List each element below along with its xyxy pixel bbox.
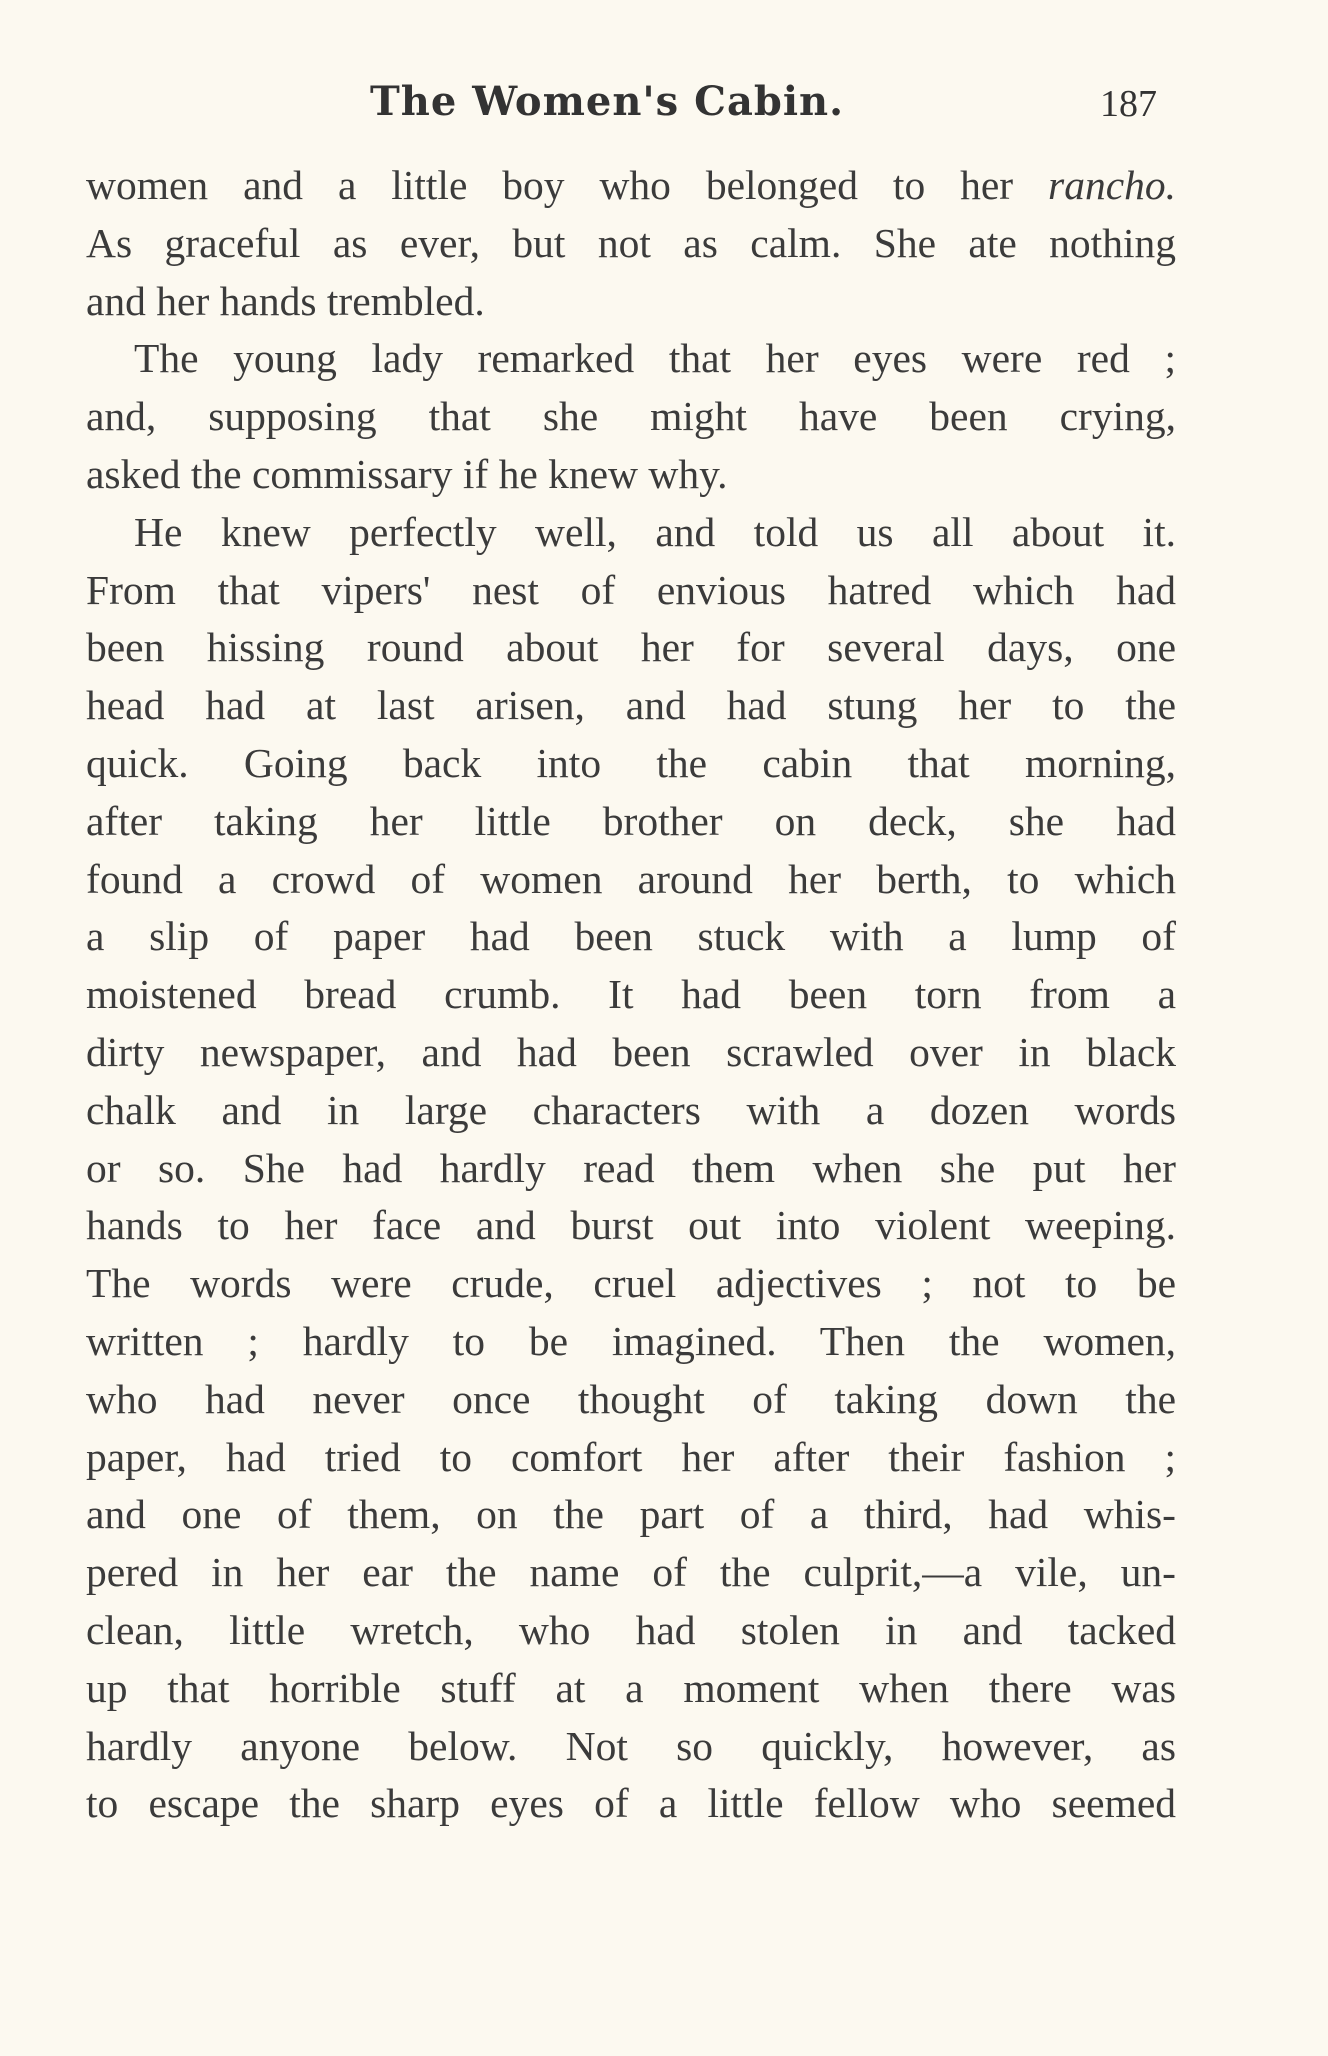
text-line: been hissing round about her for several days, one <box>86 624 1176 671</box>
text-line: The words were crude, cruel adjectives ; not to be <box>86 1260 1176 1307</box>
text-line: written ; hardly to be imagined. Then the women, <box>86 1317 1176 1364</box>
page-number: 187 <box>1100 83 1157 125</box>
text-line: a slip of paper had been stuck with a lump of <box>86 913 1176 960</box>
running-title: The Women's Cabin. <box>370 78 845 125</box>
text-line: and, supposing that she might have been crying, <box>86 393 1176 440</box>
text-line: hardly anyone below. Not so quickly, however, as <box>86 1722 1176 1769</box>
italic-word: rancho. <box>1048 162 1176 208</box>
text-line: chalk and in large characters with a dozen words <box>86 1086 1176 1133</box>
text-line: to escape the sharp eyes of a little fellow who seemed <box>86 1780 1176 1827</box>
text-line: moistened bread crumb. It had been torn from a <box>86 971 1176 1018</box>
text-line: paper, had tried to comfort her after their fashion ; <box>86 1433 1176 1480</box>
text-line: clean, little wretch, who had stolen in and tacked <box>86 1606 1176 1653</box>
text-line: quick. Going back into the cabin that morning, <box>86 739 1176 786</box>
running-head <box>0 78 1328 138</box>
text-line: As graceful as ever, but not as calm. She ate nothing <box>86 219 1176 266</box>
text-line: From that vipers' nest of envious hatred which had <box>86 566 1176 613</box>
text-line: pered in her ear the name of the culprit,—a vile, un- <box>86 1549 1176 1596</box>
text-line: and one of them, on the part of a third, had whis- <box>86 1491 1176 1538</box>
text-line: after taking her little brother on deck, she had <box>86 797 1176 844</box>
text-line: head had at last arisen, and had stung her to the <box>86 682 1176 729</box>
text-line: women and a little boy who belonged to her rancho. <box>86 162 1176 208</box>
text-line: up that horrible stuff at a moment when there was <box>86 1664 1176 1711</box>
body-text <box>86 157 1176 1833</box>
text-line: hands to her face and burst out into violent weeping. <box>86 1202 1176 1249</box>
text-line: and her hands trembled. <box>86 277 485 324</box>
text-line: The young lady remarked that her eyes were red ; <box>134 335 1176 382</box>
text-line: asked the commissary if he knew why. <box>86 450 728 497</box>
text-line: He knew perfectly well, and told us all about it. <box>134 508 1176 555</box>
text-line: found a crowd of women around her berth, to which <box>86 855 1176 902</box>
text-line: or so. She had hardly read them when she put her <box>86 1144 1176 1191</box>
text-line: dirty newspaper, and had been scrawled over in black <box>86 1028 1176 1075</box>
text-line: who had never once thought of taking down the <box>86 1375 1176 1422</box>
